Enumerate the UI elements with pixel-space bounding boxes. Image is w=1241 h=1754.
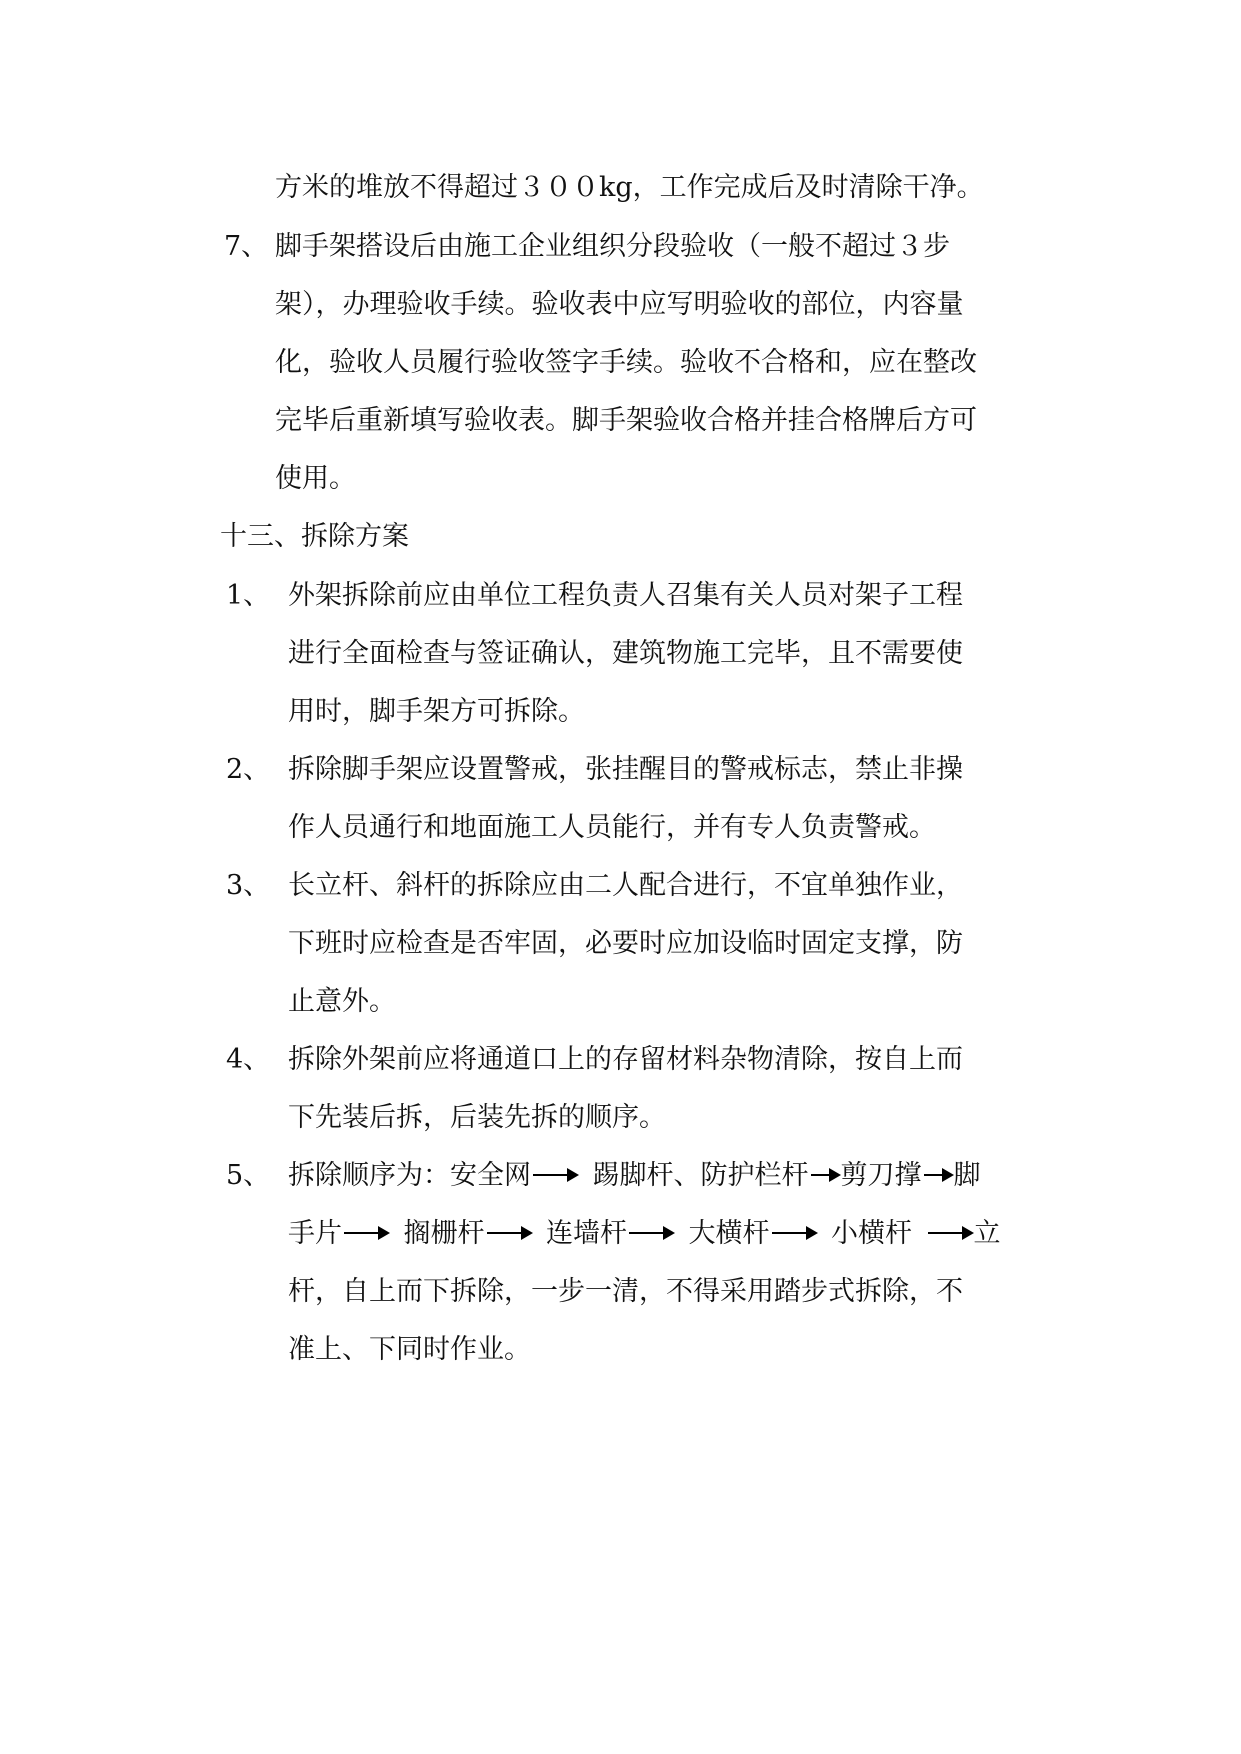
- item4-number: 4、: [226, 1044, 271, 1075]
- arrow-right-icon: [487, 1232, 531, 1234]
- item2-number: 2、: [226, 754, 271, 785]
- arrow-right-icon: [344, 1232, 388, 1234]
- item7-number: 7、: [224, 231, 269, 262]
- sequence-step-3: 剪刀撑: [840, 1160, 922, 1191]
- arrow-right-icon: [928, 1232, 972, 1234]
- item3-number: 3、: [226, 870, 271, 901]
- item6-tail-line: 方米的堆放不得超过３００kg，工作完成后及时清除干净。: [275, 172, 984, 203]
- item1-line-2: 进行全面检查与签证确认，建筑物施工完毕，且不需要使: [288, 638, 963, 669]
- item7-line-5: 使用。: [275, 463, 356, 494]
- arrow-right-icon: [629, 1232, 673, 1234]
- item7-line-4: 完毕后重新填写验收表。脚手架验收合格并挂合格牌后方可: [275, 405, 977, 436]
- item7-line-2: 架），办理验收手续。验收表中应写明验收的部位，内容量: [275, 289, 964, 320]
- item3-line-2: 下班时应检查是否牢固，必要时应加设临时固定支撑，防: [288, 928, 963, 959]
- item4-line-1: 拆除外架前应将通道口上的存留材料杂物清除，按自上而: [288, 1044, 963, 1075]
- item5-line-4: 准上、下同时作业。: [288, 1334, 531, 1365]
- sequence-step-1: 拆除顺序为：安全网: [288, 1160, 531, 1191]
- item5-line-1: [288, 1156, 981, 1196]
- item1-line-1: 外架拆除前应由单位工程负责人召集有关人员对架子工程: [288, 580, 963, 611]
- item2-line-1: 拆除脚手架应设置警戒，张挂醒目的警戒标志，禁止非操: [288, 754, 963, 785]
- item1-line-3: 用时，脚手架方可拆除。: [288, 696, 585, 727]
- sequence-step-2: 踢脚杆、防护栏杆: [592, 1160, 809, 1191]
- sequence-step-6: 连墙杆: [546, 1218, 627, 1249]
- arrow-right-icon: [533, 1174, 577, 1176]
- item4-line-2: 下先装后拆，后装先拆的顺序。: [288, 1102, 666, 1133]
- arrow-right-icon: [924, 1174, 952, 1176]
- item3-line-3: 止意外。: [288, 986, 396, 1017]
- item5-number: 5、: [226, 1160, 271, 1191]
- sequence-step-9-start: 立: [973, 1218, 1001, 1249]
- sequence-step-4-start: 脚: [953, 1160, 981, 1191]
- item7-line-3: 化，验收人员履行验收签字手续。验收不合格和，应在整改: [275, 347, 977, 378]
- arrow-right-icon: [811, 1174, 839, 1176]
- item1-number: 1、: [226, 580, 271, 611]
- section-heading: 十三、拆除方案: [220, 521, 409, 552]
- sequence-step-7: 大横杆: [688, 1218, 770, 1249]
- item3-line-1: 长立杆、斜杆的拆除应由二人配合进行，不宜单独作业，: [288, 870, 963, 901]
- sequence-step-4-end: 手片: [288, 1218, 342, 1249]
- item2-line-2: 作人员通行和地面施工人员能行，并有专人负责警戒。: [288, 812, 936, 843]
- sequence-step-5: 搁栅杆: [403, 1218, 485, 1249]
- item7-line-1: 脚手架搭设后由施工企业组织分段验收（一般不超过３步: [275, 231, 950, 262]
- arrow-right-icon: [772, 1232, 816, 1234]
- item5-line-3: 杆，自上而下拆除，一步一清，不得采用踏步式拆除，不: [288, 1276, 963, 1307]
- item5-line-2: [288, 1214, 1001, 1254]
- sequence-step-8: 小横杆: [831, 1218, 912, 1249]
